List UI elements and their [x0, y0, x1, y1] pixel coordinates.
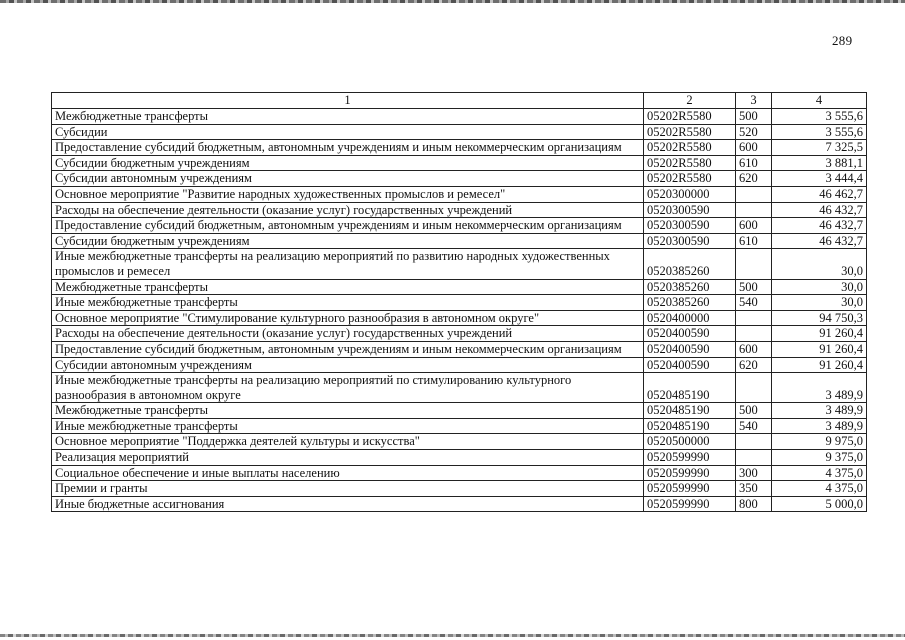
row-code-cell: 0520485190	[644, 418, 736, 434]
row-code-cell: 0520599990	[644, 496, 736, 512]
column-header-type: 3	[736, 93, 772, 109]
row-code-cell: 0520400000	[644, 310, 736, 326]
row-name-cell: Субсидии	[52, 124, 644, 140]
row-type-cell: 500	[736, 403, 772, 419]
row-sum-cell: 4 375,0	[772, 465, 867, 481]
row-name-cell: Основное мероприятие "Стимулирование культурного разнообразия в автономном округе"	[52, 310, 644, 326]
row-type-cell	[736, 450, 772, 466]
row-name-cell: Иные межбюджетные трансферты	[52, 418, 644, 434]
row-code-cell: 0520385260	[644, 249, 736, 279]
row-name-cell: Расходы на обеспечение деятельности (оказание услуг) государственных учреждений	[52, 326, 644, 342]
row-type-cell: 600	[736, 218, 772, 234]
row-sum-cell: 3 489,9	[772, 403, 867, 419]
column-header-code: 2	[644, 93, 736, 109]
row-sum-cell: 30,0	[772, 249, 867, 279]
row-name-cell: Иные межбюджетные трансферты на реализацию мероприятий по стимулированию культурного разнообразия в автономном округе	[52, 373, 644, 403]
row-code-cell: 0520300590	[644, 202, 736, 218]
table-row	[52, 326, 867, 342]
row-code-cell: 0520300590	[644, 218, 736, 234]
table-row	[52, 171, 867, 187]
row-name-cell: Основное мероприятие "Развитие народных художественных промыслов и ремесел"	[52, 186, 644, 202]
table-row	[52, 357, 867, 373]
row-code-cell: 0520300000	[644, 186, 736, 202]
row-type-cell	[736, 434, 772, 450]
scan-bottom-edge	[0, 634, 905, 637]
row-name-cell: Расходы на обеспечение деятельности (оказание услуг) государственных учреждений	[52, 202, 644, 218]
row-sum-cell: 3 489,9	[772, 418, 867, 434]
row-name-cell: Социальное обеспечение и иные выплаты населению	[52, 465, 644, 481]
row-type-cell: 520	[736, 124, 772, 140]
row-type-cell	[736, 186, 772, 202]
row-sum-cell: 9 375,0	[772, 450, 867, 466]
table-row	[52, 496, 867, 512]
row-sum-cell: 46 462,7	[772, 186, 867, 202]
table-row	[52, 481, 867, 497]
row-code-cell: 0520599990	[644, 481, 736, 497]
row-sum-cell: 9 975,0	[772, 434, 867, 450]
row-name-cell: Межбюджетные трансферты	[52, 109, 644, 125]
row-sum-cell: 5 000,0	[772, 496, 867, 512]
row-name-cell: Премии и гранты	[52, 481, 644, 497]
budget-table-body	[52, 93, 867, 512]
table-row	[52, 218, 867, 234]
row-code-cell: 05202R5580	[644, 124, 736, 140]
scan-top-edge	[0, 0, 905, 3]
row-name-cell: Субсидии бюджетным учреждениям	[52, 155, 644, 171]
table-row	[52, 465, 867, 481]
row-code-cell: 05202R5580	[644, 171, 736, 187]
table-row	[52, 140, 867, 156]
table-row	[52, 202, 867, 218]
table-row	[52, 279, 867, 295]
row-type-cell: 600	[736, 341, 772, 357]
row-sum-cell: 3 489,9	[772, 373, 867, 403]
row-sum-cell: 3 555,6	[772, 109, 867, 125]
column-header-name: 1	[52, 93, 644, 109]
row-name-cell: Реализация мероприятий	[52, 450, 644, 466]
row-code-cell: 0520599990	[644, 465, 736, 481]
row-type-cell: 300	[736, 465, 772, 481]
column-header-sum: 4	[772, 93, 867, 109]
table-row	[52, 341, 867, 357]
table-row	[52, 233, 867, 249]
row-code-cell: 05202R5580	[644, 155, 736, 171]
row-sum-cell: 91 260,4	[772, 357, 867, 373]
page-number: 289	[832, 33, 853, 48]
row-sum-cell: 7 325,5	[772, 140, 867, 156]
row-type-cell	[736, 310, 772, 326]
row-type-cell: 500	[736, 279, 772, 295]
row-name-cell: Предоставление субсидий бюджетным, автономным учреждениям и иным некоммерческим организациям	[52, 140, 644, 156]
row-sum-cell: 3 555,6	[772, 124, 867, 140]
row-code-cell: 05202R5580	[644, 140, 736, 156]
row-type-cell: 540	[736, 295, 772, 311]
row-name-cell: Основное мероприятие "Поддержка деятелей культуры и искусства"	[52, 434, 644, 450]
table-row	[52, 403, 867, 419]
table-row	[52, 124, 867, 140]
row-type-cell: 610	[736, 155, 772, 171]
row-code-cell: 0520400590	[644, 326, 736, 342]
row-code-cell: 0520500000	[644, 434, 736, 450]
row-name-cell: Иные межбюджетные трансферты	[52, 295, 644, 311]
table-row	[52, 310, 867, 326]
table-row	[52, 186, 867, 202]
row-sum-cell: 46 432,7	[772, 202, 867, 218]
row-sum-cell: 91 260,4	[772, 341, 867, 357]
row-name-cell: Предоставление субсидий бюджетным, автономным учреждениям и иным некоммерческим организациям	[52, 341, 644, 357]
row-sum-cell: 3 444,4	[772, 171, 867, 187]
row-type-cell	[736, 202, 772, 218]
row-code-cell: 0520485190	[644, 403, 736, 419]
row-type-cell: 500	[736, 109, 772, 125]
table-row	[52, 109, 867, 125]
budget-table	[51, 92, 867, 512]
table-row	[52, 295, 867, 311]
table-row	[52, 418, 867, 434]
row-type-cell: 610	[736, 233, 772, 249]
row-sum-cell: 3 881,1	[772, 155, 867, 171]
row-name-cell: Иные бюджетные ассигнования	[52, 496, 644, 512]
table-row	[52, 434, 867, 450]
table-row	[52, 155, 867, 171]
table-row	[52, 450, 867, 466]
row-sum-cell: 30,0	[772, 295, 867, 311]
row-sum-cell: 46 432,7	[772, 233, 867, 249]
table-header-row	[52, 93, 867, 109]
row-sum-cell: 30,0	[772, 279, 867, 295]
row-type-cell: 540	[736, 418, 772, 434]
row-code-cell: 0520400590	[644, 341, 736, 357]
row-type-cell	[736, 373, 772, 403]
table-row	[52, 373, 867, 403]
row-name-cell: Субсидии автономным учреждениям	[52, 357, 644, 373]
row-type-cell: 800	[736, 496, 772, 512]
row-name-cell: Субсидии автономным учреждениям	[52, 171, 644, 187]
row-code-cell: 0520485190	[644, 373, 736, 403]
row-code-cell: 0520300590	[644, 233, 736, 249]
row-type-cell	[736, 326, 772, 342]
row-sum-cell: 4 375,0	[772, 481, 867, 497]
row-type-cell: 620	[736, 357, 772, 373]
row-code-cell: 0520385260	[644, 295, 736, 311]
row-name-cell: Межбюджетные трансферты	[52, 279, 644, 295]
row-name-cell: Субсидии бюджетным учреждениям	[52, 233, 644, 249]
table-row	[52, 249, 867, 279]
row-sum-cell: 46 432,7	[772, 218, 867, 234]
row-type-cell: 600	[736, 140, 772, 156]
row-code-cell: 0520599990	[644, 450, 736, 466]
row-code-cell: 05202R5580	[644, 109, 736, 125]
row-code-cell: 0520385260	[644, 279, 736, 295]
row-type-cell: 350	[736, 481, 772, 497]
row-name-cell: Межбюджетные трансферты	[52, 403, 644, 419]
row-type-cell	[736, 249, 772, 279]
row-sum-cell: 91 260,4	[772, 326, 867, 342]
row-name-cell: Предоставление субсидий бюджетным, автономным учреждениям и иным некоммерческим организациям	[52, 218, 644, 234]
row-name-cell: Иные межбюджетные трансферты на реализацию мероприятий по развитию народных художественных промыслов и ремесел	[52, 249, 644, 279]
row-code-cell: 0520400590	[644, 357, 736, 373]
row-sum-cell: 94 750,3	[772, 310, 867, 326]
row-type-cell: 620	[736, 171, 772, 187]
